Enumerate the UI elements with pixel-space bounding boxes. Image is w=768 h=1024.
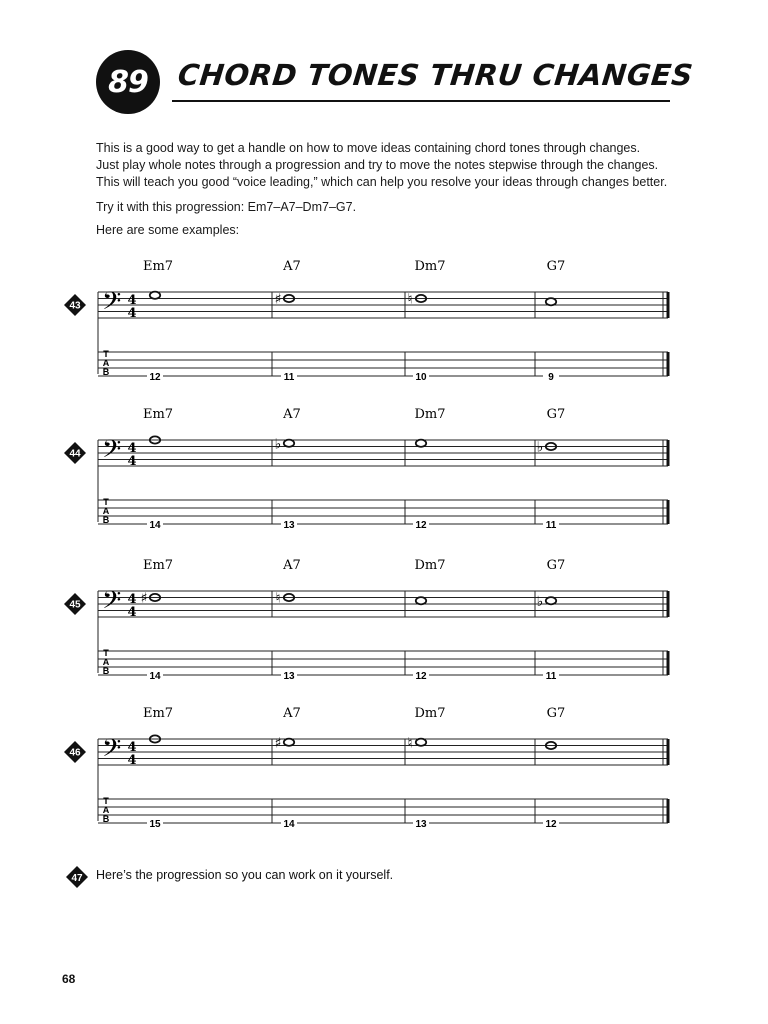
chord-symbol: Em7 [142, 259, 174, 274]
fret-number: 14 [283, 819, 295, 830]
whole-note [416, 440, 426, 447]
fret-number: 10 [415, 372, 427, 383]
tab-letter: T [103, 497, 109, 507]
fret-number: 12 [415, 520, 427, 531]
chord-symbol: Dm7 [414, 706, 446, 721]
example-47-badge[interactable] [66, 866, 88, 893]
time-signature-bottom: 4 [127, 454, 137, 469]
whole-note [150, 292, 160, 299]
whole-note [416, 739, 426, 746]
track-badge[interactable] [64, 294, 86, 316]
chord-symbol: Dm7 [414, 558, 446, 573]
intro-line-2: Just play whole notes through a progression and try to move the notes stepwise through the changes. [96, 158, 659, 172]
fret-number: 13 [283, 671, 295, 682]
fret-number: 12 [149, 372, 161, 383]
time-signature-top: 4 [127, 293, 137, 308]
closing-line: Here’s the progression so you can work on it yourself. [96, 868, 394, 882]
flat-icon: ♭ [274, 436, 282, 453]
notation-staff [60, 256, 680, 396]
notation-example [60, 256, 680, 396]
sharp-icon: ♯ [140, 590, 148, 607]
notation-staff [60, 404, 680, 544]
notation-example [60, 703, 680, 843]
chord-symbol: Em7 [142, 407, 174, 422]
chord-symbol: Dm7 [414, 407, 446, 422]
chord-symbol: G7 [546, 259, 566, 274]
tab-letter: B [102, 814, 110, 824]
intro-paragraph [96, 140, 696, 191]
chord-symbol: G7 [546, 706, 566, 721]
notation-staff [60, 555, 680, 695]
time-signature-top: 4 [127, 592, 137, 607]
tab-letter: A [102, 805, 110, 815]
time-signature-bottom: 4 [127, 306, 137, 321]
intro-line-3: This will teach you good “voice leading,” which can help you resolve your ideas through changes better. [96, 175, 668, 189]
track-badge[interactable] [64, 741, 86, 763]
fret-number: 13 [283, 520, 295, 531]
time-signature-bottom: 4 [127, 753, 137, 768]
track-number: 45 [69, 599, 81, 611]
chord-symbol: G7 [546, 558, 566, 573]
chord-symbol: A7 [283, 407, 301, 422]
tab-letter: A [102, 358, 110, 368]
bass-clef-icon: 𝄢 [102, 586, 122, 621]
sharp-icon: ♯ [274, 291, 282, 308]
track-number: 44 [69, 448, 81, 460]
track-badge[interactable] [64, 593, 86, 615]
tab-letter: T [103, 648, 109, 658]
natural-icon: ♮ [275, 590, 281, 607]
bass-clef-icon: 𝄢 [102, 734, 122, 769]
time-signature-bottom: 4 [127, 605, 137, 620]
lesson-number-badge: 89 [96, 50, 160, 114]
sharp-icon: ♯ [274, 735, 282, 752]
chord-symbol: Em7 [142, 558, 174, 573]
track-number-47: 47 [71, 873, 83, 884]
chord-symbol: A7 [283, 558, 301, 573]
tab-letter: B [102, 367, 110, 377]
track-number: 43 [69, 300, 81, 312]
time-signature-top: 4 [127, 441, 137, 456]
whole-note [284, 440, 294, 447]
intro-line-1: This is a good way to get a handle on how to move ideas containing chord tones through changes. [96, 141, 641, 155]
fret-number: 11 [283, 372, 295, 383]
fret-number: 14 [149, 520, 161, 531]
lesson-title: CHORD TONES THRU CHANGES [176, 58, 695, 92]
notation-example [60, 404, 680, 544]
chord-symbol: G7 [546, 407, 566, 422]
whole-note [284, 739, 294, 746]
fret-number: 12 [415, 671, 427, 682]
natural-icon: ♮ [407, 291, 413, 308]
natural-icon: ♮ [407, 735, 413, 752]
title-underline [172, 100, 670, 102]
chord-symbol: Dm7 [414, 259, 446, 274]
tab-letter: B [102, 515, 110, 525]
chord-symbol: A7 [283, 706, 301, 721]
fret-number: 11 [545, 520, 557, 531]
flat-icon: ♭ [536, 439, 544, 456]
track-diamond-icon [66, 866, 88, 888]
fret-number: 13 [415, 819, 427, 830]
fret-number: 9 [548, 372, 554, 383]
tab-letter: B [102, 666, 110, 676]
chord-symbol: A7 [283, 259, 301, 274]
fret-number: 15 [149, 819, 161, 830]
track-number: 46 [69, 747, 81, 759]
whole-note [416, 597, 426, 604]
fret-number: 14 [149, 671, 161, 682]
fret-number: 11 [545, 671, 557, 682]
examples-intro-line: Here are some examples: [96, 223, 240, 237]
bass-clef-icon: 𝄢 [102, 435, 122, 470]
notation-example [60, 555, 680, 695]
notation-staff [60, 703, 680, 843]
tab-letter: A [102, 506, 110, 516]
bass-clef-icon: 𝄢 [102, 287, 122, 322]
flat-icon: ♭ [536, 593, 544, 610]
page-number: 68 [62, 972, 76, 986]
fret-number: 12 [545, 819, 557, 830]
time-signature-top: 4 [127, 740, 137, 755]
whole-note [546, 298, 556, 305]
tab-letter: T [103, 349, 109, 359]
tab-letter: A [102, 657, 110, 667]
chord-symbol: Em7 [142, 706, 174, 721]
tab-letter: T [103, 796, 109, 806]
try-progression-line: Try it with this progression: Em7–A7–Dm7–G7. [96, 200, 357, 214]
track-badge[interactable] [64, 442, 86, 464]
whole-note [546, 597, 556, 604]
